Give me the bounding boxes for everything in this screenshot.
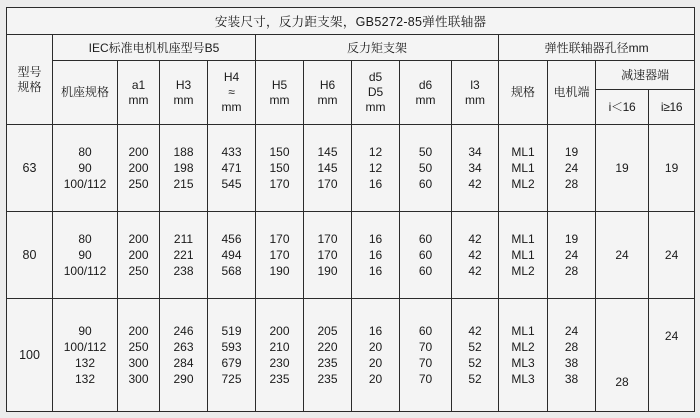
a1-value: 200 [128,145,149,160]
h5-cell [256,299,304,412]
h5-value: 235 [269,372,290,387]
h6-cell [304,212,352,299]
h5-value: 170 [269,232,290,247]
mounting-dimensions-table [6,7,695,412]
a1-value: 300 [128,356,149,371]
d5-value: 20 [368,340,383,355]
a1-cell [118,125,160,212]
frame-value: 100/112 [63,177,107,192]
h6-value: 205 [317,324,338,339]
frame-cell [53,212,118,299]
frame-value: 80 [78,232,92,247]
spec-value: ML1 [511,324,535,339]
a1-value: 200 [128,161,149,176]
l3-value: 42 [468,232,482,247]
h3-value: 284 [173,356,194,371]
motor-cell [548,125,596,212]
d6-value: 70 [418,356,433,371]
header-iec-group: IEC标准电机机座型号B5 [53,35,256,61]
motor-value: 28 [564,340,579,355]
l3-cell [452,212,499,299]
h3-value: 211 [173,232,194,247]
d6-cell [400,299,452,412]
h6-value: 145 [317,161,338,176]
frame-value: 100/112 [63,264,107,279]
h4-value: 725 [221,372,242,387]
header-reducer-end: 减速器端 [596,61,695,90]
l3-value: 42 [468,248,482,263]
motor-value: 38 [564,372,579,387]
d5-cell [352,125,400,212]
header-d6: d6 mm [400,61,452,125]
l3-value: 52 [468,372,482,387]
header-model [7,35,53,125]
h4-cell [208,212,256,299]
spec-value: ML2 [511,177,535,192]
h4-value: 545 [221,177,242,192]
header-a1: a1 mm [118,61,160,125]
frame-value: 132 [74,356,96,371]
h4-value: 519 [221,324,242,339]
a1-value: 300 [128,372,149,387]
l3-value: 52 [468,356,482,371]
d5-value: 12 [368,161,383,176]
spec-value: ML2 [511,340,535,355]
motor-value: 38 [564,356,579,371]
l3-cell [452,299,499,412]
h5-value: 200 [269,324,290,339]
l3-value: 42 [468,264,482,279]
header-model-line1: 型号 [17,64,42,79]
l3-value: 52 [468,340,482,355]
d5-value: 20 [368,356,383,371]
d5-value: 12 [368,145,383,160]
h4-cell [208,125,256,212]
h4-value: 433 [221,145,242,160]
frame-value: 90 [78,248,92,263]
spec-value: ML1 [511,248,535,263]
motor-value: 28 [564,177,579,192]
h4-value: 494 [221,248,242,263]
header-motor-end: 电机端 [548,61,596,125]
spec-value: ML1 [511,145,535,160]
d6-value: 70 [418,372,433,387]
h3-value: 198 [173,161,194,176]
d6-value: 60 [418,324,433,339]
h3-value: 188 [173,145,194,160]
l3-value: 42 [468,177,482,192]
d6-value: 60 [418,264,433,279]
h3-value: 221 [173,248,194,263]
h6-value: 170 [317,232,338,247]
reducer-ge-cell: 24 [649,299,695,412]
h4-cell [208,299,256,412]
header-model-line2: 规格 [17,79,42,94]
model-cell: 63 [7,125,53,212]
d6-value: 50 [418,145,433,160]
spec-value: ML3 [511,356,535,371]
spec-cell [499,212,548,299]
l3-value: 34 [468,145,482,160]
d5-cell [352,212,400,299]
header-l3: l3 mm [452,61,499,125]
h4-value: 679 [221,356,242,371]
d6-value: 70 [418,340,433,355]
frame-cell [53,125,118,212]
a1-value: 200 [128,232,149,247]
table-row [7,299,695,412]
reducer-lt-cell: 19 [596,125,649,212]
header-h5: H5 mm [256,61,304,125]
table-row [7,125,695,212]
reducer-ge-cell: 24 [649,212,695,299]
h5-cell [256,125,304,212]
a1-value: 200 [128,248,149,263]
frame-value: 90 [78,161,92,176]
spec-cell [499,125,548,212]
table-row [7,212,695,299]
d5-value: 16 [368,232,383,247]
d6-value: 60 [418,232,433,247]
frame-value: 132 [74,372,96,387]
h5-cell [256,212,304,299]
h3-cell [160,212,208,299]
h5-value: 210 [269,340,290,355]
h6-value: 145 [317,145,338,160]
spec-cell [499,299,548,412]
h5-value: 190 [269,264,290,279]
spec-value: ML3 [511,372,535,387]
motor-cell [548,212,596,299]
h4-value: 471 [221,161,242,176]
h6-value: 220 [317,340,338,355]
motor-value: 24 [564,161,579,176]
a1-value: 250 [128,340,149,355]
h3-value: 263 [173,340,194,355]
d6-value: 60 [418,177,433,192]
h3-value: 238 [173,264,194,279]
d5-value: 16 [368,324,383,339]
header-d5: d5 D5 mm [352,61,400,125]
motor-value: 19 [564,145,579,160]
motor-value: 28 [564,264,579,279]
header-i-ge-16: i≥16 [649,90,695,125]
d5-value: 16 [368,248,383,263]
h5-value: 170 [269,177,290,192]
h5-value: 150 [269,161,290,176]
model-cell: 80 [7,212,53,299]
h3-cell [160,125,208,212]
h4-value: 568 [221,264,242,279]
l3-cell [452,125,499,212]
d5-value: 20 [368,372,383,387]
frame-cell [53,299,118,412]
header-h6: H6 mm [304,61,352,125]
spec-value: ML1 [511,232,535,247]
h6-value: 235 [317,356,338,371]
reducer-lt-cell: 24 [596,212,649,299]
frame-value: 90 [78,324,92,339]
header-frame: 机座规格 [53,61,118,125]
h6-value: 170 [317,177,338,192]
h6-value: 235 [317,372,338,387]
d6-cell [400,212,452,299]
a1-cell [118,299,160,412]
header-coupling-group: 弹性联轴器孔径mm [499,35,695,61]
d5-value: 16 [368,177,383,192]
h4-value: 593 [221,340,242,355]
d6-cell [400,125,452,212]
h3-value: 290 [173,372,194,387]
header-torque-group: 反力矩支架 [256,35,499,61]
h3-value: 215 [173,177,194,192]
d5-cell [352,299,400,412]
header-h3: H3 mm [160,61,208,125]
a1-value: 250 [128,264,149,279]
a1-value: 200 [128,324,149,339]
motor-value: 24 [564,248,579,263]
table-body [7,125,695,412]
h3-cell [160,299,208,412]
motor-value: 19 [564,232,579,247]
h6-cell [304,299,352,412]
h5-value: 230 [269,356,290,371]
h6-cell [304,125,352,212]
table-title: 安装尺寸，反力距支架，GB5272-85弹性联轴器 [7,8,695,35]
h3-value: 246 [173,324,194,339]
header-i-lt-16: i＜16 [596,90,649,125]
h5-value: 170 [269,248,290,263]
d5-value: 16 [368,264,383,279]
motor-cell [548,299,596,412]
frame-value: 100/112 [63,340,107,355]
h6-value: 190 [317,264,338,279]
h4-value: 456 [221,232,242,247]
frame-value: 80 [78,145,92,160]
h5-value: 150 [269,145,290,160]
a1-cell [118,212,160,299]
spec-value: ML1 [511,161,535,176]
model-cell: 100 [7,299,53,412]
reducer-ge-cell: 19 [649,125,695,212]
l3-value: 42 [468,324,482,339]
l3-value: 34 [468,161,482,176]
header-spec: 规格 [499,61,548,125]
motor-value: 24 [564,324,579,339]
h6-value: 170 [317,248,338,263]
d6-value: 50 [418,161,433,176]
a1-value: 250 [128,177,149,192]
reducer-lt-cell: 28 [596,299,649,412]
d6-value: 60 [418,248,433,263]
header-h4: H4 ≈ mm [208,61,256,125]
spec-value: ML2 [511,264,535,279]
